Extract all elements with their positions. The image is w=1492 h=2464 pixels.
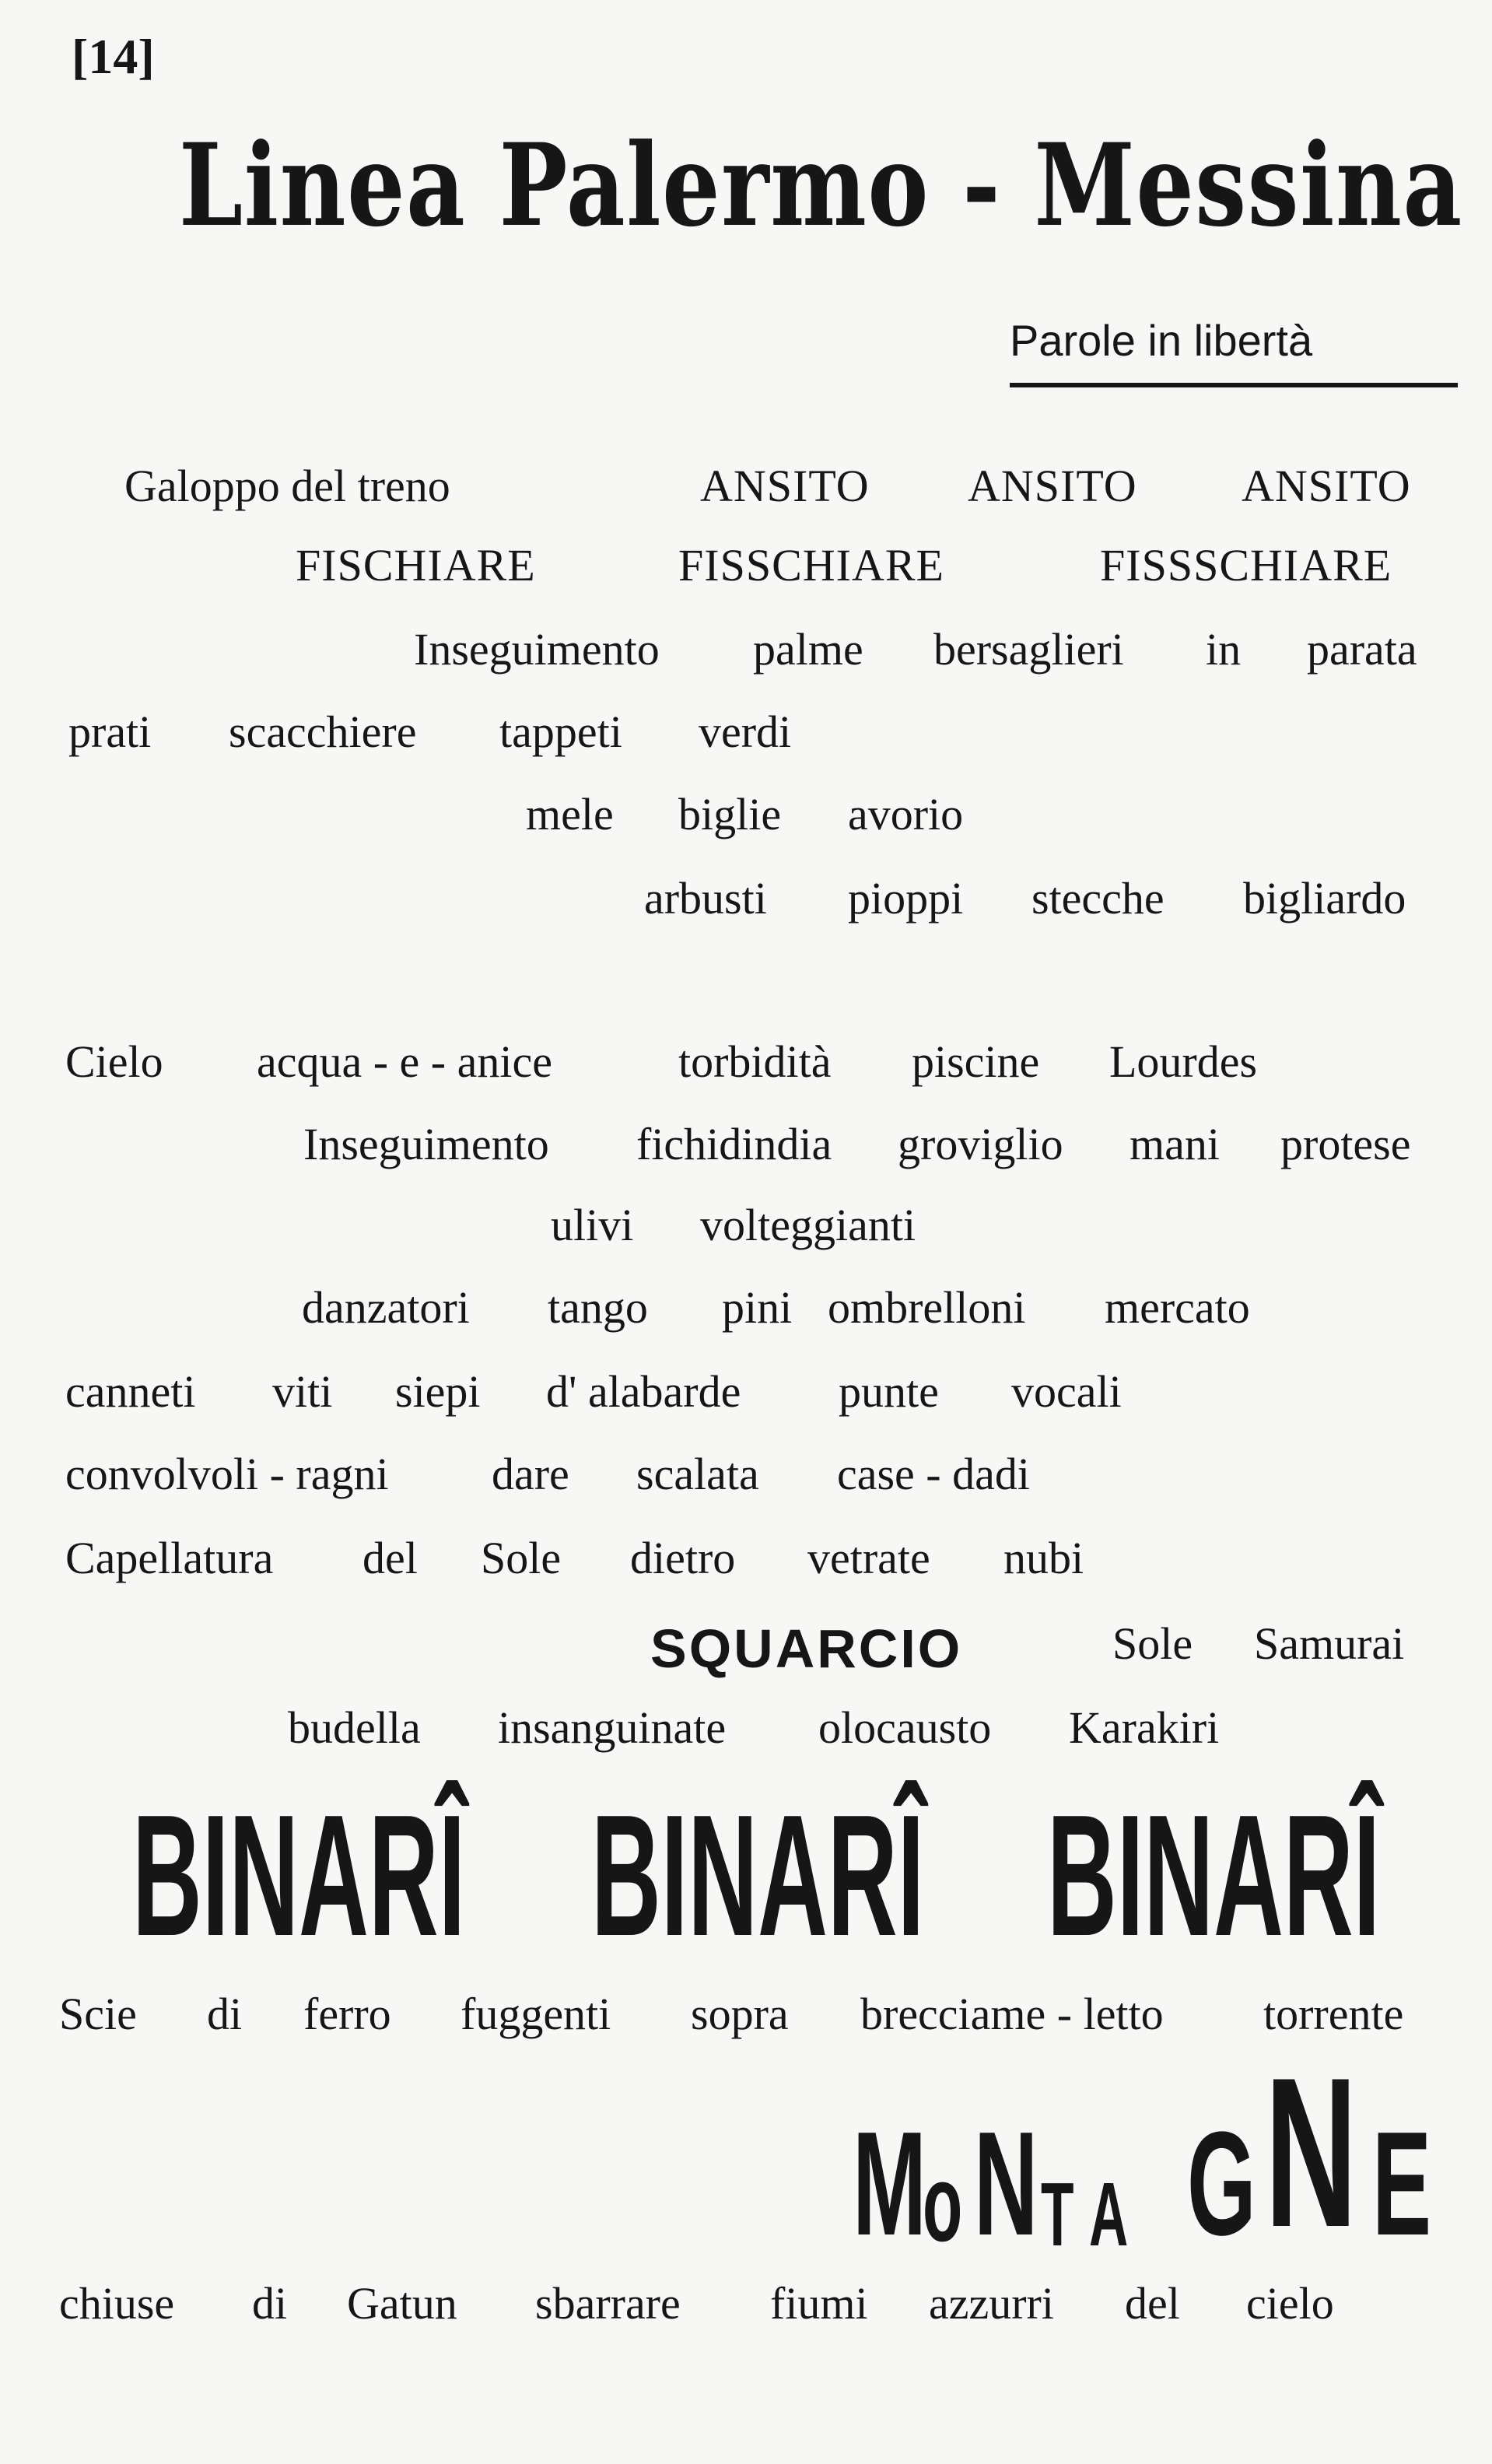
poem-word: insanguinate: [498, 1702, 727, 1753]
poem-word: mercato: [1105, 1282, 1250, 1333]
poem-word: fiumi: [770, 2278, 868, 2329]
poem-word: arbusti: [644, 873, 767, 924]
poem-word: torrente: [1263, 1989, 1404, 2039]
poem-word: Samurai: [1254, 1618, 1405, 1669]
poem-word: torbidità: [678, 1036, 832, 1087]
poem-word: canneti: [65, 1366, 196, 1417]
poem-word: punte: [839, 1366, 939, 1417]
poem-word: acqua - e - anice: [257, 1036, 552, 1087]
poem-word: Capellatura: [65, 1533, 274, 1583]
poem-word: ANSITO: [1242, 461, 1411, 511]
poem-word: avorio: [848, 789, 964, 839]
poem-word: fichidindia: [636, 1119, 832, 1169]
poem-word: danzatori: [302, 1282, 470, 1333]
poem-word: bigliardo: [1243, 873, 1406, 924]
poem-word: tango: [548, 1282, 648, 1333]
poem-word: ANSITO: [968, 461, 1137, 511]
poem-word: nubi: [1003, 1533, 1084, 1583]
poem-word: vetrate: [807, 1533, 930, 1583]
poem-word: piscine: [912, 1036, 1040, 1087]
poem-word: scacchiere: [229, 706, 417, 757]
poem-word: viti: [272, 1366, 333, 1417]
poem-word: budella: [288, 1702, 421, 1753]
poem-word: pioppi: [848, 873, 964, 924]
poem-word: azzurri: [929, 2278, 1054, 2329]
poem-word: in: [1206, 624, 1242, 675]
poem-word: biglie: [678, 789, 782, 839]
poem-word: FISSSCHIARE: [1100, 540, 1392, 591]
poem-word: palme: [753, 624, 863, 675]
poem-word: dietro: [630, 1533, 736, 1583]
poem-word: parata: [1307, 624, 1417, 675]
poem-word: prati: [68, 706, 152, 757]
binari-word: BINARÎ: [132, 1779, 466, 1972]
poem-word: sbarrare: [535, 2278, 681, 2329]
poem-word: Scie: [59, 1989, 137, 2039]
poem-word: siepi: [395, 1366, 481, 1417]
poem-word: chiuse: [59, 2278, 175, 2329]
poem-word: stecche: [1031, 873, 1165, 924]
subtitle-underline: [1010, 383, 1458, 387]
montagne-letter: o: [923, 2142, 963, 2264]
poem-word: Karakiri: [1069, 1702, 1220, 1753]
poem-word: d' alabarde: [546, 1366, 741, 1417]
poem-word: del: [362, 1533, 418, 1583]
poem-word: brecciame - letto: [860, 1989, 1164, 2039]
poem-word: Sole: [481, 1533, 562, 1583]
poem-word: bersaglieri: [933, 624, 1124, 675]
poem-word: protese: [1280, 1119, 1411, 1169]
montagne-letter: E: [1372, 2101, 1432, 2266]
poem-word: mani: [1130, 1119, 1220, 1169]
poem-word: Galoppo del treno: [124, 461, 450, 511]
montagne-letter: N: [974, 2101, 1038, 2266]
montagne-letter: A: [1089, 2164, 1129, 2265]
poem-word: Lourdes: [1109, 1036, 1258, 1087]
poem-word: case - dadi: [837, 1449, 1030, 1499]
poem-word: volteggianti: [700, 1200, 916, 1250]
poem-word: pini: [722, 1282, 793, 1333]
poem-word: mele: [526, 789, 614, 839]
poem-word: Gatun: [347, 2278, 457, 2329]
poem-word: Inseguimento: [303, 1119, 549, 1169]
poem-word: Inseguimento: [414, 624, 660, 675]
poem-word: FISSCHIARE: [678, 540, 944, 591]
poem-word: cielo: [1246, 2278, 1334, 2329]
poem-word: dare: [492, 1449, 569, 1499]
poem-word: di: [207, 1989, 243, 2039]
poem-word: olocausto: [818, 1702, 992, 1753]
poem-word: ferro: [303, 1989, 391, 2039]
poem-word: ANSITO: [700, 461, 870, 511]
poem-word: fuggenti: [461, 1989, 611, 2039]
binari-word: BINARÎ: [1047, 1779, 1381, 1972]
poem-word: groviglio: [898, 1119, 1063, 1169]
poem-word: convolvoli - ragni: [65, 1449, 389, 1499]
squarcio-word: SQUARCIO: [650, 1618, 963, 1679]
page-title: Linea Palermo - Messina: [179, 119, 1463, 252]
poem-word: del: [1125, 2278, 1180, 2329]
montagne-letter: G: [1187, 2101, 1256, 2266]
subtitle: Parole in libertà: [1010, 316, 1313, 365]
poem-word: tappeti: [499, 706, 622, 757]
montagne-letter: M: [853, 2101, 926, 2266]
poem-word: vocali: [1011, 1366, 1122, 1417]
poem-word: sopra: [691, 1989, 789, 2039]
poem-word: ombrelloni: [828, 1282, 1026, 1333]
montagne-letter: N: [1265, 2034, 1357, 2272]
poem-word: scalata: [636, 1449, 759, 1499]
poem-word: FISCHIARE: [296, 540, 536, 591]
poem-word: Sole: [1112, 1618, 1193, 1669]
page-number: [14]: [72, 29, 155, 84]
binari-word: BINARÎ: [591, 1779, 925, 1972]
montagne-letter: T: [1041, 2164, 1074, 2265]
poem-word: Cielo: [65, 1036, 163, 1087]
poem-word: ulivi: [551, 1200, 634, 1250]
poem-word: di: [252, 2278, 288, 2329]
poem-word: verdi: [699, 706, 792, 757]
